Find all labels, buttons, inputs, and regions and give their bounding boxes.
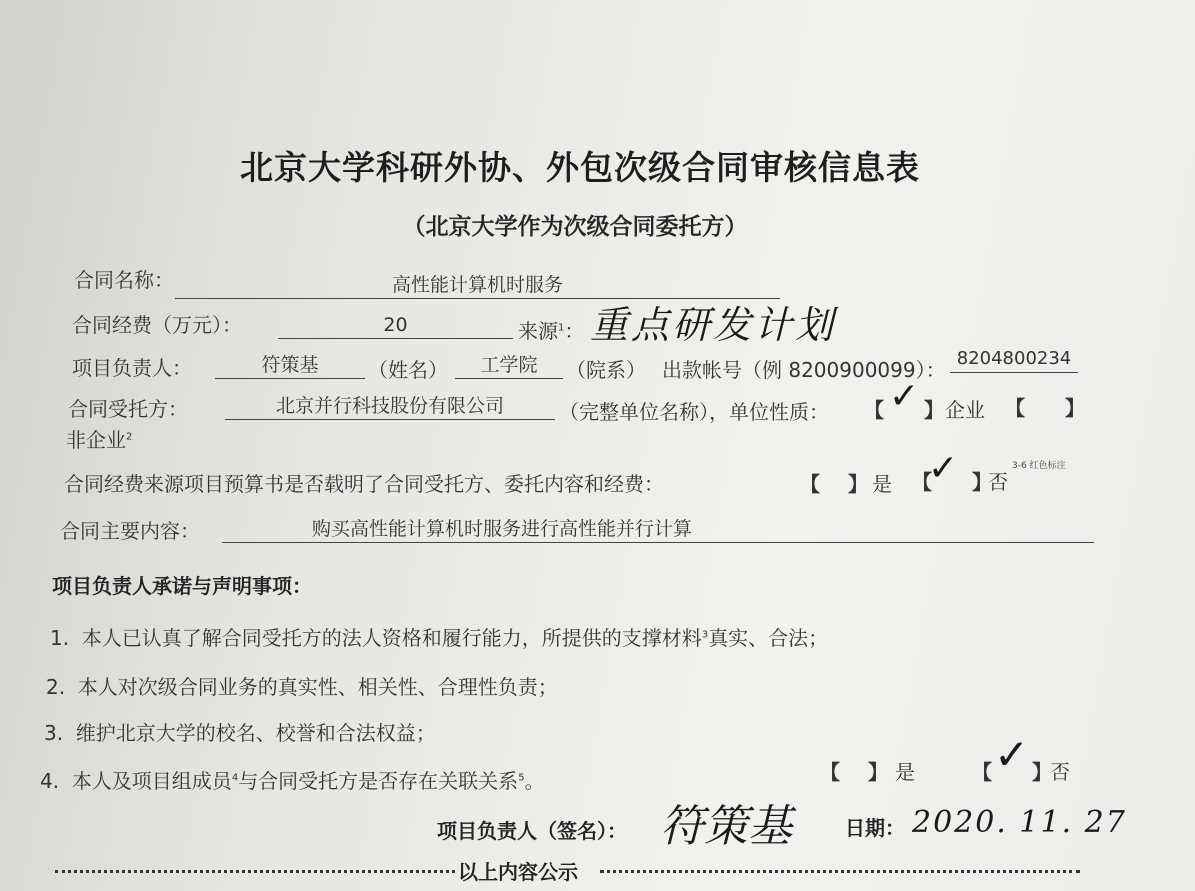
budget-no-checkbox[interactable]: 【 】 [912,470,992,494]
budget-yes-label: 是 [872,472,892,496]
pledge-heading: 项目负责人承诺与声明事项： [52,574,312,598]
budget-no-label: 否 [988,470,1008,494]
form-subtitle: （北京大学作为次级合同委托方） [402,214,748,240]
dept-value[interactable]: 工学院 [455,352,563,379]
fee-value[interactable]: 20 [278,312,513,339]
pi-label: 项目负责人： [72,356,192,380]
contract-name-label: 合同名称： [74,268,174,292]
related-yes-checkbox[interactable]: 【 】 [820,760,888,784]
enterprise-checkbox[interactable]: 【 】 [864,398,944,422]
contractor-label: 合同受托方： [68,397,188,421]
pledge-item: 3. 维护北京大学的校名、校誉和合法权益； [44,721,436,745]
footer-dotted-line [55,870,455,873]
source-handwritten[interactable]: 重点研发计划 [590,303,837,347]
contractor-hint: （完整单位名称），单位性质： [559,400,829,424]
red-note: 3-6 红色标注 [1012,461,1066,471]
pi-name-value[interactable]: 符策基 [215,352,365,379]
budget-yes-checkbox[interactable]: 【 】 [800,472,868,496]
fee-label: 合同经费（万元）： [72,313,242,337]
account-label: 出款帐号（例 8200900099）： [662,358,946,382]
checkmark-icon: ✓ [928,448,959,489]
pledge-item: 1. 本人已认真了解合同受托方的法人资格和履行能力，所提供的支撑材料$^3$真实、合法； [50,626,829,650]
source-label: 来源$^1$： [518,319,585,343]
signature-handwritten[interactable]: 符策基 [660,801,792,852]
contractor-value[interactable]: 北京并行科技股份有限公司 [225,393,555,420]
pledge-item: 2. 本人对次级合同业务的真实性、相关性、合理性负责； [46,675,558,699]
date-handwritten[interactable]: 2020. 11. 27 [912,805,1127,840]
content-value[interactable]: 购买高性能计算机时服务进行高性能并行计算 [222,516,1094,543]
footer-text: 以上内容公示 [458,860,578,884]
related-no-checkbox[interactable]: 【 】 [972,760,1052,784]
name-hint: （姓名） [368,358,448,382]
account-value[interactable]: 8204800234 [950,346,1078,373]
checkmark-icon: ✓ [994,730,1030,779]
related-yes-label: 是 [895,760,915,784]
content-label: 合同主要内容： [60,519,200,543]
enterprise-label: 企业 [945,398,985,422]
footer-dotted-line [600,870,1080,873]
form-title: 北京大学科研外协、外包次级合同审核信息表 [240,148,920,187]
date-label: 日期： [845,816,905,840]
dept-hint: （院系） [566,358,646,382]
non-enterprise-checkbox[interactable]: 【 】 [1005,396,1085,420]
signature-label: 项目负责人（签名）： [437,819,627,843]
non-enterprise-label: 非企业$^2$ [66,428,133,452]
related-no-label: 否 [1050,760,1070,784]
pledge-item: 4. 本人及项目组成员$^4$与合同受托方是否存在关联关系$^5$。 [40,769,545,793]
budget-question: 合同经费来源项目预算书是否载明了合同受托方、委托内容和经费： [64,472,664,496]
checkmark-icon: ✓ [889,376,920,417]
contract-name-value[interactable]: 高性能计算机时服务 [175,272,780,299]
